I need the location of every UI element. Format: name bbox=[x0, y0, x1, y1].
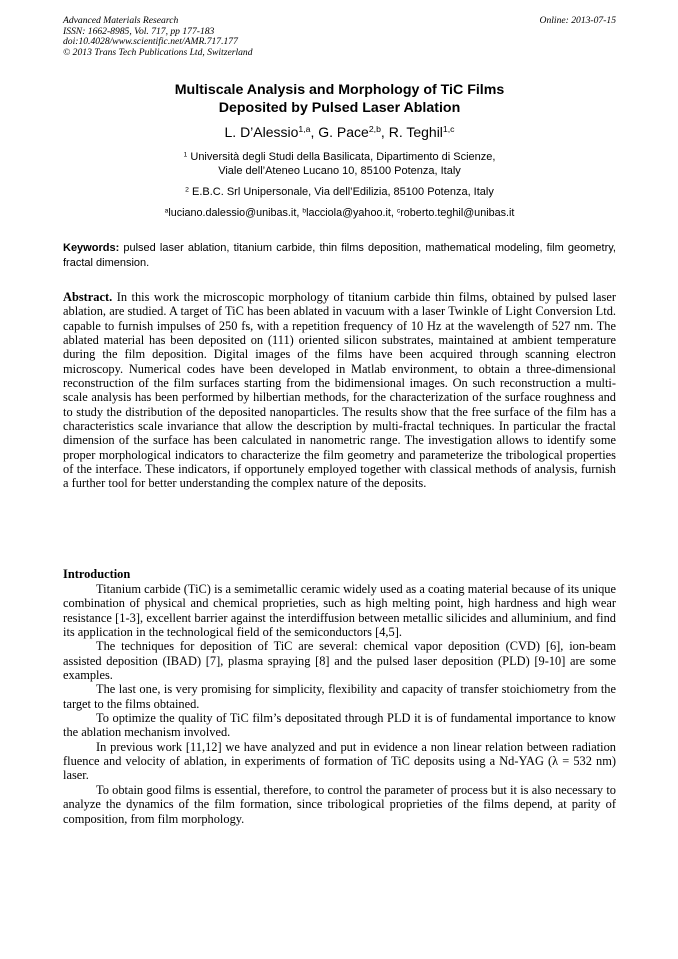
affiliation-2 bbox=[63, 185, 616, 199]
keywords-text: pulsed laser ablation, titanium carbide, thin films deposition, mathematical modeling, film geometry, fractal dimension. bbox=[63, 242, 616, 270]
paragraph: The last one, is very promising for simplicity, flexibility and capacity of transfer stoichiometry from the target to the films obtained. bbox=[63, 682, 616, 711]
affiliation-text: Viale dell’Ateneo Lucano 10, 85100 Potenza, Italy bbox=[218, 165, 461, 178]
author-affiliation-mark: 1,a bbox=[298, 124, 311, 135]
journal-name: Advanced Materials Research bbox=[63, 15, 179, 26]
email-address[interactable]: lacciola@yahoo.it bbox=[306, 207, 391, 219]
introduction-body bbox=[63, 582, 616, 826]
journal-header bbox=[63, 16, 616, 58]
author-name: L. D’Alessio bbox=[224, 124, 299, 140]
copyright-line: © 2013 Trans Tech Publications Ltd, Switzerland bbox=[63, 46, 253, 58]
author-separator: , bbox=[380, 124, 389, 140]
email-address[interactable]: roberto.teghil@unibas.it bbox=[400, 207, 515, 219]
author-affiliation-mark: 1,c bbox=[442, 124, 455, 135]
affiliation-mark: 2 bbox=[185, 186, 189, 194]
issn-line: ISSN: 1662-8985, Vol. 717, pp 177-183 bbox=[63, 25, 215, 37]
paragraph: Titanium carbide (TiC) is a semimetallic ceramic widely used as a coating material because of its unique combination of physical and chemical proprieties, such as high melting point, high hardness and high wear resistance [1-3], excellent barrier against the interdiffusion between metallic silicides and alluminium, and find its application in the technological field of the semiconductors [4,5]. bbox=[63, 582, 616, 640]
affiliation-mark: 1 bbox=[183, 151, 188, 159]
email-list: $^a$luciano.dalessio@unibas.it, $^b$lacciola@yahoo.it, $^c$roberto.teghil@unibas.it bbox=[164, 207, 515, 219]
author-affiliation-mark: 2,b bbox=[368, 124, 381, 135]
email-mark: b bbox=[302, 207, 307, 215]
title-line-1: Multiscale Analysis and Morphology of TiC Films bbox=[174, 82, 505, 98]
citation-block bbox=[63, 16, 616, 58]
paragraph: To obtain good films is essential, therefore, to control the parameter of process but it is also necessary to analyze the dynamics of the film formation, since tribological proprieties of the films depend, at parity of composition, from film morphology. bbox=[63, 782, 616, 826]
abstract-label: Abstract. bbox=[63, 290, 113, 304]
abstract-text: In this work the microscopic morphology of titanium carbide thin films, obtained by pulsed laser ablation, are studied. A target of TiC has been ablated in vacuum with a laser Twinkle of Light Conversion Ltd. capable to furnish impulses of 250 fs, with a repetition frequency of 10 Hz at the wavelength of 527 nm. The ablated material has been deposited on (111) oriented silicon substrates, maintained at ambient temperature during the film deposition. Digital images of the films have been acquired through scanning electron microscopy. Numerical codes have been developed in Matlab environment, to obtain a three-dimensional reconstruction of the film surfaces starting from the bidimensional images. On such reconstruction a multi-scale analysis has been performed by hilbertian methods, for the characterization of the surface roughness and to study the distribution of the deposited nanoparticles. The results show that the free surface of the film has a characteristics scale invariance that allow the description by multi-fractal techniques. In particular the fractal dimension of the surface has been calculated in nanometric range. The investigation allows to identify some proper morphological indicators to characterize the film geometry and parameterize the tribological properties of the interface. These indicators, if opportunely employed together with classical methods of analysis, furnish a further tool for better understanding the complex nature of the deposits. bbox=[63, 290, 616, 491]
author-separator: , bbox=[310, 124, 319, 140]
keywords-paragraph bbox=[63, 241, 616, 271]
doi-line: doi:10.4028/www.scientific.net/AMR.717.177 bbox=[63, 36, 238, 48]
paragraph: The techniques for deposition of TiC are several: chemical vapor deposition (CVD) [6], ion-beam assisted deposition (IBAD) [7], plasma spraying [8] and the pulsed laser deposition (PLD) [9-10] are some examples. bbox=[63, 639, 616, 683]
affiliation-text: Università degli Studi della Basilicata, Dipartimento di Scienze, bbox=[190, 151, 496, 163]
abstract-paragraph bbox=[63, 290, 616, 491]
paragraph: In previous work [11,12] we have analyzed and put in evidence a non linear relation between radiation fluence and velocity of ablation, in experiments of formation of TiC deposits using a Nd-YAG (λ = 532 nm) laser. bbox=[63, 739, 616, 783]
introduction-heading: Introduction bbox=[63, 567, 131, 581]
email-mark: c bbox=[396, 207, 401, 215]
author-name: G. Pace bbox=[318, 124, 369, 140]
paragraph: To optimize the quality of TiC film’s depositated through PLD it is of fundamental importance to know the ablation mechanism involved. bbox=[63, 711, 616, 740]
title-line-2: Deposited by Pulsed Laser Ablation bbox=[218, 99, 461, 116]
author-name: R. Teghil bbox=[388, 124, 443, 140]
email-mark: a bbox=[164, 207, 169, 215]
affiliation-text: E.B.C. Srl Unipersonale, Via dell’Edilizia, 85100 Potenza, Italy bbox=[192, 186, 494, 198]
online-date: Online: 2013-07-15 bbox=[539, 15, 616, 26]
paper-title bbox=[63, 82, 616, 117]
affiliation-1 bbox=[63, 150, 616, 179]
email-address[interactable]: luciano.dalessio@unibas.it bbox=[168, 207, 297, 219]
keywords-label: Keywords: bbox=[63, 242, 120, 254]
author-list bbox=[63, 123, 616, 141]
